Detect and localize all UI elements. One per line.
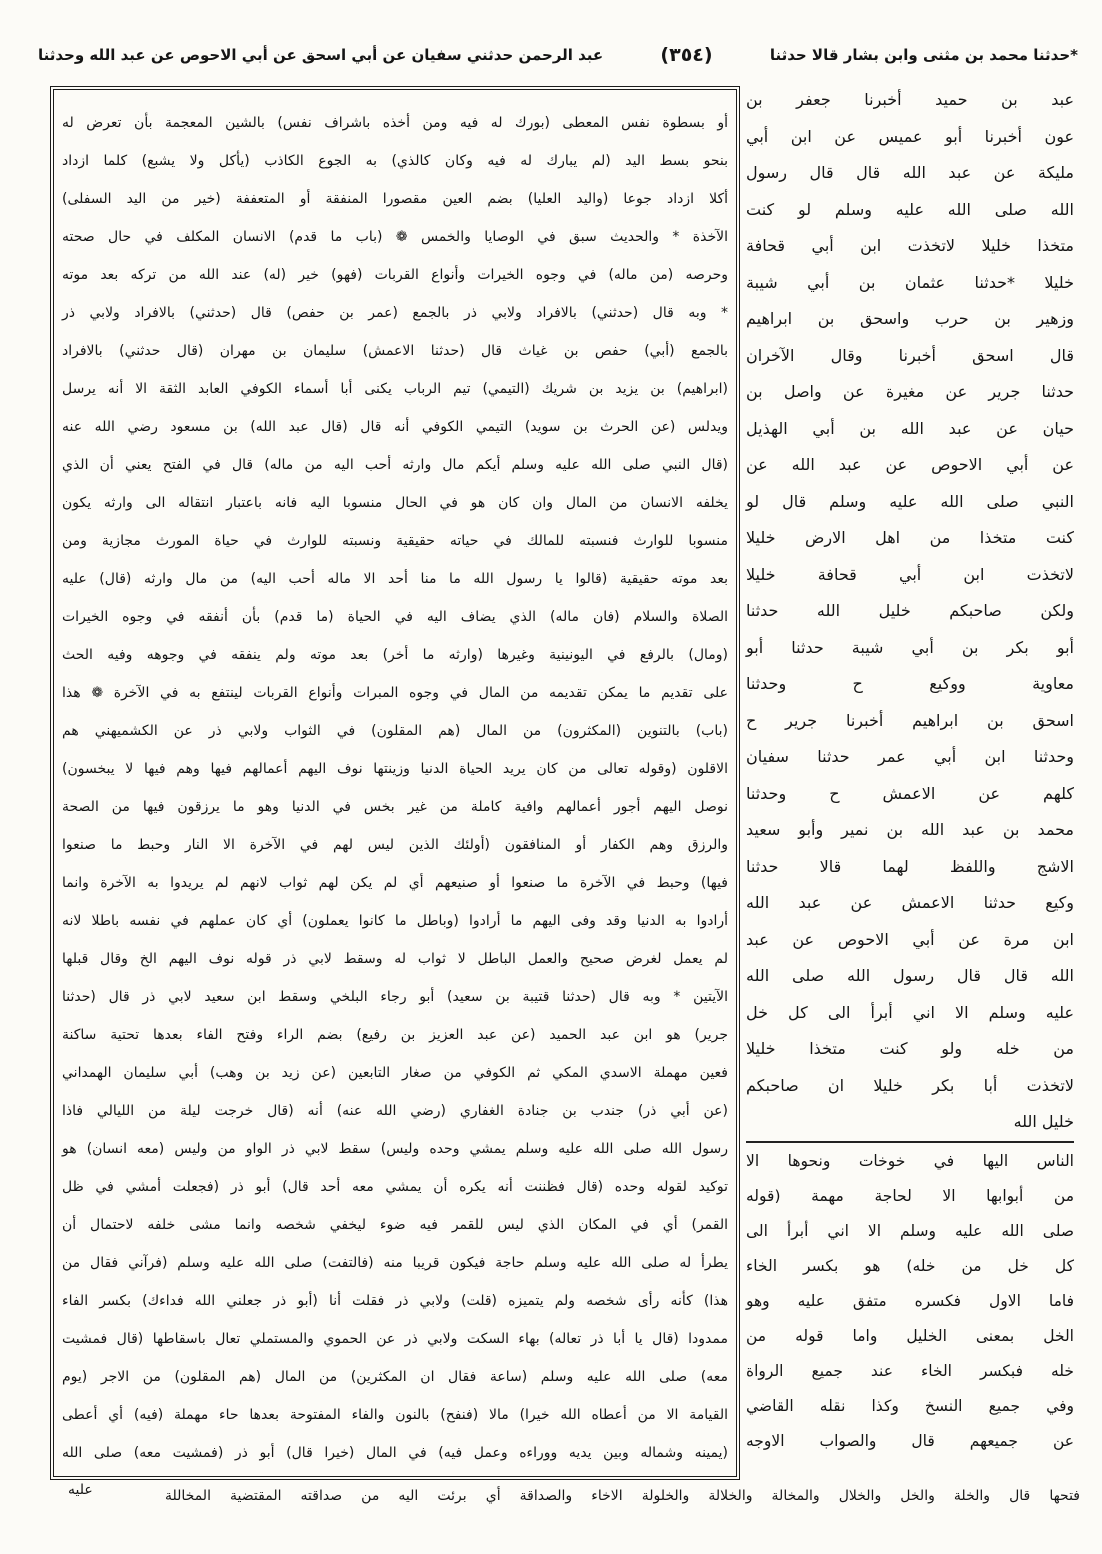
- page-footer: [40, 1478, 1080, 1518]
- commentary-line: ممدودا (قال يا أبا ذر تعاله) بهاء السكت ولابي ذر عن الحموي والمستملي تعال باسقاطها (قال فمشيت: [62, 1331, 728, 1347]
- margin-commentary-column: [746, 1144, 1074, 1459]
- commentary-line: هذا) كأنه رأى شخصه ولم يتميزه (قلت) ولابي ذر فقلت أنا (أبو ذر جعلني الله فداءك) بكسر الفاء: [62, 1293, 728, 1309]
- footer-line: فتحها قال والخلة والخل والخلال والمخالة والخلالة والخلولة الاخاء والصداقة أي برئت اليه من صداقته المقتضية المخاللة: [165, 1488, 1080, 1504]
- margin-hadith-line: من خله ولو كنت متخذا خليلا: [746, 1039, 1074, 1058]
- margin-commentary-line: الناس اليها في خوخات ونحوها الا: [746, 1152, 1074, 1170]
- commentary-line: فيها) وحبط في الآخرة ما صنعوا أو صنيعهم أي لم يكن لهم ثواب لانهم لم يريدوا به الآخرة وانما: [62, 875, 728, 891]
- commentary-line: الآيتين * وبه قال (حدثنا قتيبة بن سعيد) أبو رجاء البلخي وسقط ابن سعيد لابي ذر قال (حدثنا: [62, 989, 728, 1005]
- margin-commentary-line: فاما الاول فكسره متفق عليه وهو: [746, 1292, 1074, 1310]
- commentary-line: رسول الله صلى الله عليه وسلم يمشي وحده وليس) سقط لابي ذر الواو من وليس (معه انسان) هو: [62, 1141, 728, 1157]
- margin-hadith-line: عليه وسلم الا اني أبرأ الى كل خل: [746, 1002, 1074, 1022]
- margin-hadith-line: كلهم عن الاعمش ح وحدثنا: [746, 783, 1074, 803]
- margin-hadith-line: محمد بن عبد الله بن نمير وأبو سعيد: [746, 820, 1074, 839]
- running-header-left-text: عبد الرحمن حدثني سفيان عن أبي اسحق عن أبي الاحوص عن عبد الله وحدثنا: [38, 46, 604, 64]
- commentary-line: والرزق وهم الكفار أو المنافقون (أولئك الذين ليس لهم في الآخرة الا النار وحبط ما صنعوا: [62, 837, 728, 853]
- commentary-line: * وبه قال (حدثني) بالافراد ولابي ذر بالجمع (عمر بن حفص) قال (حدثني) بالافراد ولابي ذر: [62, 305, 728, 321]
- margin-hadith-line: حدثنا جرير عن مغيرة عن واصل بن: [746, 382, 1074, 401]
- margin-hadith-line: لاتخذت أبا بكر خليلا ان صاحبكم: [746, 1075, 1074, 1095]
- margin-hadith-line: الله صلى الله عليه وسلم لو كنت: [746, 199, 1074, 219]
- margin-hadith-line: لاتخذت ابن أبي قحافة خليلا: [746, 564, 1074, 584]
- commentary-line: (ومال) بالرفع في اليونينية وغيرها (وارثه ما أخر) بعد موته ولم ينفقه في وجوهه وفيه الحث: [62, 647, 728, 663]
- commentary-line: بالجمع (أبي) حفص بن غياث قال (حدثنا الاعمش) سليمان بن مهران (قال حدثني) بالافراد: [62, 343, 728, 359]
- commentary-line: الآخذة * والحديث سبق في الوصايا والخمس ❁ (باب ما قدم) الانسان المكلف في حال صحته: [62, 229, 728, 245]
- margin-commentary-line: وفي جميع النسخ وكذا نقله القاضي: [746, 1397, 1074, 1415]
- margin-hadith-line: وكيع حدثنا الاعمش عن عبد الله: [746, 893, 1074, 912]
- commentary-line: منسوبا للوارث فنسبته للمالك في حياته حقيقية ونسبته للوارث في حياة المورث مجازية ومن: [62, 533, 728, 549]
- margin-hadith-line: حيان عن عبد الله بن أبي الهذيل: [746, 418, 1074, 438]
- margin-hadith-line: معاوية ووكيع ح وحدثنا: [746, 674, 1074, 693]
- margin-hadith-line: اسحق بن ابراهيم أخبرنا جرير ح: [746, 710, 1074, 730]
- margin-commentary-line: كل خل من خله) هو بكسر الخاء: [746, 1257, 1074, 1275]
- margin-hadith-line: مليكة عن عبد الله قال قال رسول: [746, 163, 1074, 182]
- margin-hadith-line: وحدثنا ابن أبي عمر حدثنا سفيان: [746, 747, 1074, 766]
- margin-hadith-line: كنت متخذا من اهل الارض خليلا: [746, 528, 1074, 547]
- margin-hadith-line: ابن مرة عن أبي الاحوص عن عبد: [746, 929, 1074, 949]
- margin-hadith-line: قال اسحق أخبرنا وقال الآخران: [746, 345, 1074, 365]
- running-header: [38, 34, 1078, 76]
- commentary-line: فعين مهملة الاسدي المكي ثم الكوفي من صغار التابعين (عن زيد بن وهب) أبي سليمان الهمداني: [62, 1065, 728, 1081]
- commentary-line: أكلا ازداد جوعا (واليد العليا) بضم العين مقصورا المنفقة أو المتعففة (خير من اليد السفلى): [62, 191, 728, 207]
- commentary-line: جرير) هو ابن عبد الحميد (عن عبد العزيز بن رفيع) بضم الراء وفتح الفاء بعدها تحتية ساكنة: [62, 1027, 728, 1043]
- margin-hadith-line: النبي صلى الله عليه وسلم قال لو: [746, 491, 1074, 511]
- commentary-line: يطرأ له صلى الله عليه وسلم حاجة فيكون قريبا منه (فالتفت) صلى الله عليه وسلم (فرآني فقال من: [62, 1255, 728, 1271]
- commentary-line: (قال النبي صلى الله عليه وسلم أيكم مال وارثه أحب اليه من ماله) قال في الفتح يعني أن الذي: [62, 457, 728, 473]
- margin-hadith-line: الاشج واللفظ لهما قالا حدثنا: [746, 856, 1074, 876]
- commentary-line: (عن أبي ذر) جندب بن جنادة الغفاري (رضي الله عنه) أنه (قال خرجت ليلة من الليالي فاذا: [62, 1103, 728, 1119]
- commentary-line: معه) صلى الله عليه وسلم (ساعة فقال ان المكثرين) من المال (هم المقلون) من الاجر (يوم: [62, 1369, 728, 1385]
- margin-commentary-line: الخل بمعنى الخليل واما قوله من: [746, 1327, 1074, 1345]
- margin-hadith-column: [746, 82, 1074, 1141]
- page-number: (٣٥٤): [660, 44, 713, 66]
- commentary-line: أرادوا به الدنيا وقد وفى اليهم ما أرادوا (وباطل ما كانوا يعملون) أي كان عملهم في نفسه باطلا لانه: [62, 913, 728, 929]
- margin-commentary-line: صلى الله عليه وسلم الا اني أبرأ الى: [746, 1222, 1074, 1240]
- commentary-line: على تقديم ما يمكن تقديمه من المال في وجوه المبرات وأنواع القربات لينتفع به في الآخرة ❁ هذا: [62, 685, 728, 701]
- commentary-line: (باب) بالتنوين (المكثرون) من المال (هم المقلون) في الثواب ولابي ذر عن الكشميهني هم: [62, 723, 728, 739]
- margin-hadith-line: عن أبي الاحوص عن عبد الله عن: [746, 455, 1074, 474]
- margin-hadith-line: الله قال قال رسول الله صلى الله: [746, 966, 1074, 985]
- margin-separator-rule: [746, 1141, 1074, 1143]
- main-commentary-box: [50, 86, 740, 1480]
- commentary-line: القمر) أي في المكان الذي ليس للقمر فيه ضوء ليخفي شخصه وانما مشى خلفه لاحتمال أن: [62, 1217, 728, 1233]
- commentary-line: يخلفه الانسان من المال وان كان هو في الحال منسوبا اليه فانه باعتبار انتقاله الى وارثه يكون: [62, 495, 728, 511]
- commentary-line: القيامة الا من أعطاه الله خيرا) مالا (فنفح) بالنون والفاء المفتوحة بعدها حاء مهملة (فيه) أي أعطى: [62, 1407, 728, 1423]
- margin-hadith-line: أبو بكر بن أبي شيبة حدثنا أبو: [746, 637, 1074, 657]
- commentary-line: بنحو بسط اليد (لم يبارك له فيه وكان كالذي) به الجوع الكاذب (يأكل ولا يشبع) كلما ازداد: [62, 153, 728, 169]
- margin-hadith-line: خليل الله: [1013, 1112, 1074, 1131]
- margin-hadith-line: متخذا خليلا لاتخذت ابن أبي قحافة: [746, 236, 1074, 255]
- margin-commentary-line: عن جميعهم قال والصواب الاوجه: [746, 1432, 1074, 1450]
- margin-hadith-line: خليلا *حدثنا عثمان بن أبي شيبة: [746, 272, 1074, 292]
- margin-commentary-line: خله فبكسر الخاء عند جميع الرواة: [746, 1362, 1074, 1380]
- margin-hadith-line: عون أخبرنا أبو عميس عن ابن أبي: [746, 126, 1074, 146]
- margin-commentary-line: من أبوابها الا لحاجة مهمة (قوله: [746, 1187, 1074, 1205]
- commentary-line: بعد موته حقيقية (قالوا يا رسول الله ما منا أحد الا ماله أحب اليه) من مال وارثه (قال) عليه: [62, 571, 728, 587]
- commentary-line: الاقلون (وقوله تعالى من كان يريد الحياة الدنيا وزينتها نوف اليهم أعمالهم فيها وهم فيها لا يبخسون): [62, 761, 728, 777]
- margin-hadith-line: ولكن صاحبكم خليل الله حدثنا: [746, 601, 1074, 620]
- running-header-right-text: *حدثنا محمد بن مثنى وابن بشار قالا حدثنا: [769, 46, 1078, 64]
- commentary-line: وحرصه (من ماله) في وجوه الخيرات وأنواع القربات (فهو) خير (له) عند الله من تركه بعد موته: [62, 267, 728, 283]
- commentary-line: (يمينه وشماله وبين يديه ووراءه وعمل فيه) في المال (خيرا قال) أبو ذر (فمشيت معه) صلى الله: [62, 1445, 728, 1461]
- commentary-line: (ابراهيم) بن يزيد بن شريك (التيمي) تيم الرباب يكنى أبا أسماء الكوفي العابد الثقة الا أنه يرسل: [62, 381, 728, 397]
- margin-hadith-line: عبد بن حميد أخبرنا جعفر بن: [746, 90, 1074, 109]
- commentary-line: الصلاة والسلام (فان ماله) الذي يضاف اليه في الحياة (ما قدم) بأن أنفقه في وجوه الخيرات: [62, 609, 728, 625]
- commentary-line: توكيد لقوله وحده (قال فظننت أنه يكره أن يمشي معه أحد قال) أبو ذر (فجعلت أمشي في ظل: [62, 1179, 728, 1195]
- commentary-line: ويدلس (عن الحرث بن سويد) التيمي الكوفي أنه قال (قال عبد الله) بن مسعود رضي الله عنه: [62, 419, 728, 435]
- commentary-line: أو بسطوة نفس المعطى (بورك له فيه ومن أخذه باشراف نفس) بالشين المعجمة بأن تعرض له: [62, 115, 728, 131]
- catchword: عليه: [68, 1482, 93, 1498]
- margin-hadith-line: وزهير بن حرب واسحق بن ابراهيم: [746, 309, 1074, 328]
- commentary-line: نوصل اليهم أجور أعمالهم وافية كاملة من غير بخس في الدنيا وهو ما يرزقون فيها من الصحة: [62, 799, 728, 815]
- commentary-line: لم يعمل لغرض صحيح والعمل الباطل لا ثواب له وسقط لابي ذر قوله نوف اليهم الخ وقال قبلها: [62, 951, 728, 967]
